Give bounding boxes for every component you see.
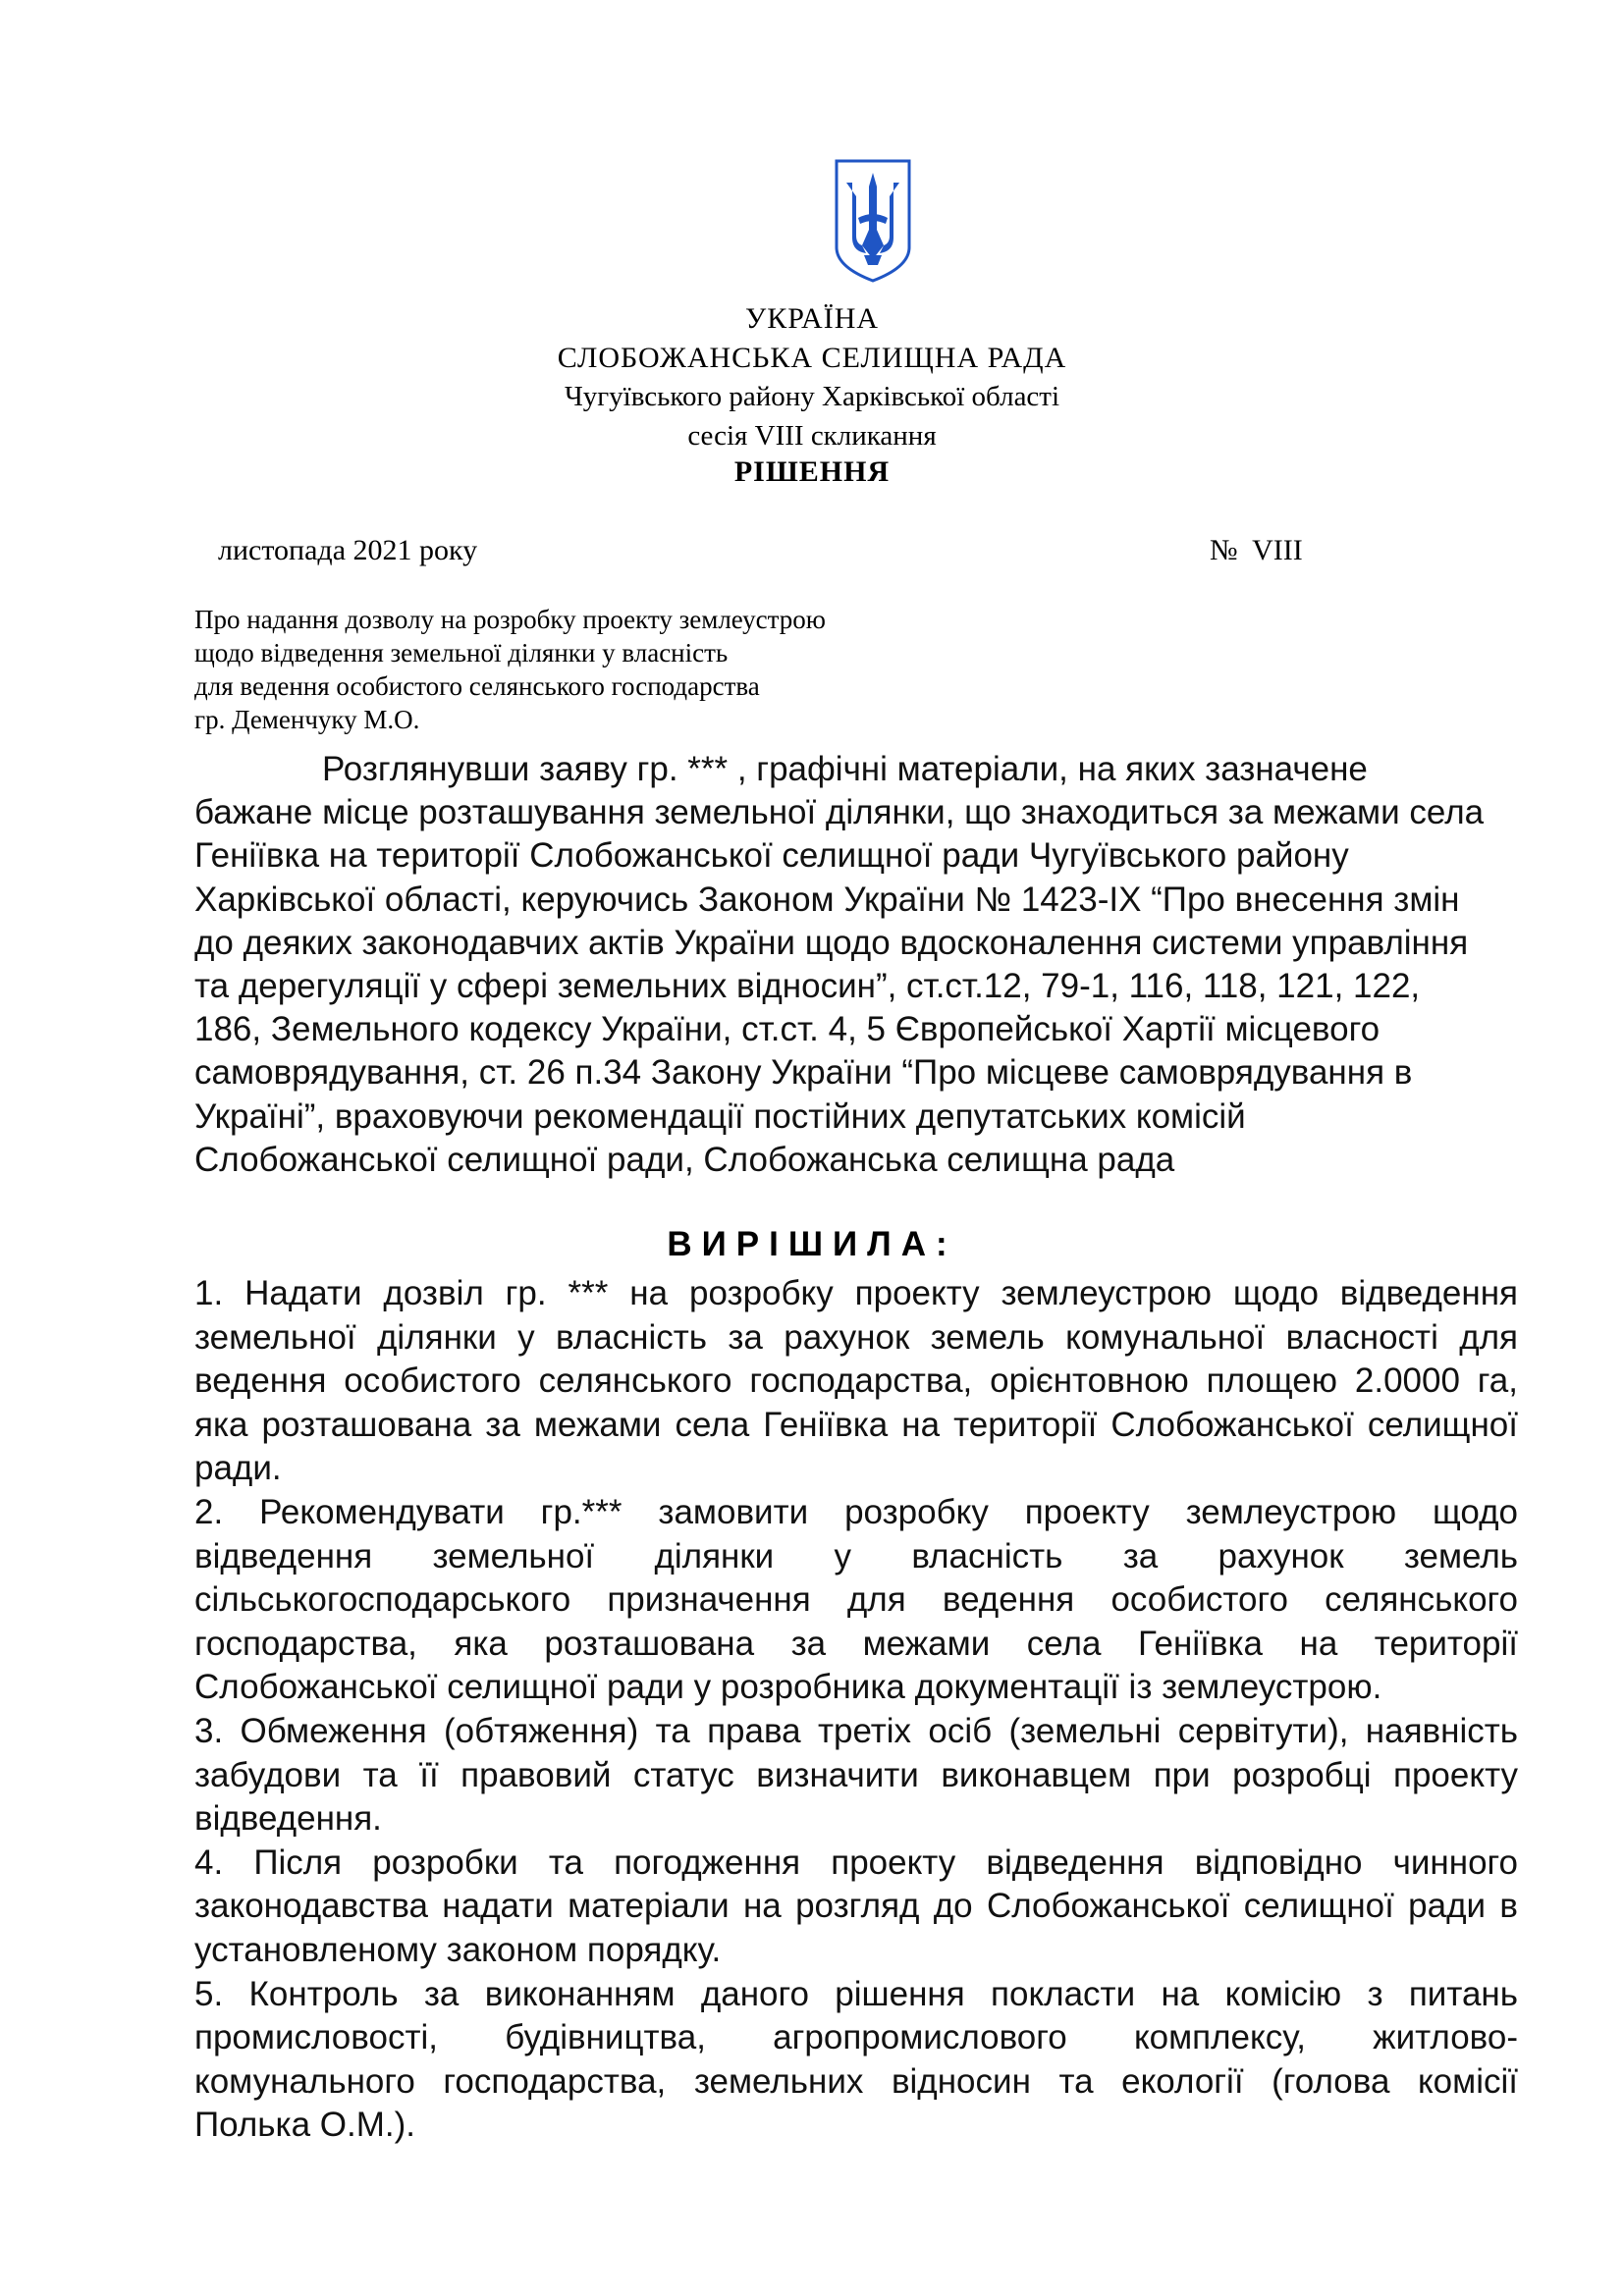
item-line: 1. Надати дозвіл гр. *** на розробку проекту землеустрою щодо відведення <box>194 1274 1518 1312</box>
item-line: відведення. <box>194 1799 382 1839</box>
preamble-line: Україні”, враховуючи рекомендації постійних депутатських комісій <box>194 1096 1246 1136</box>
decision-item-3 <box>194 1710 1518 1842</box>
preamble-line: Слобожанської селищної ради, Слобожанська селищна рада <box>194 1140 1175 1179</box>
district-heading: Чугуївського району Харківської області <box>564 381 1060 412</box>
preamble <box>194 748 1518 1182</box>
preamble-line: 186, Земельного кодексу України, ст.ст. 4, 5 Європейської Хартії місцевого <box>194 1010 1380 1049</box>
subject-line: щодо відведення земельної ділянки у власність <box>194 638 729 667</box>
item-line: 5. Контроль за виконанням даного рішення покласти на комісію з питань <box>194 1974 1518 2013</box>
item-line: яка розташована за межами села Генiївка на території Слобожанської селищної <box>194 1405 1518 1444</box>
preamble-line: Харківської області, керуючись Законом України № 1423-ІХ “Про внесення змін <box>194 880 1460 919</box>
subject-line: гр. Деменчуку М.О. <box>194 705 420 734</box>
item-line: відведення земельної ділянки у власність за рахунок земель <box>194 1536 1518 1575</box>
item-line: забудови та її правовий статус визначити виконавцем при розробці проекту <box>194 1755 1518 1794</box>
decided-heading: ВИРІШИЛА: <box>667 1225 957 1263</box>
item-line: промисловості, будівництва, агропромислового комплексу, житлово- <box>194 2018 1518 2057</box>
preamble-line: самоврядування, ст. 26 п.34 Закону України “Про місцеве самоврядування в <box>194 1053 1413 1093</box>
country-heading: УКРАЇНА <box>744 302 880 335</box>
item-line: сільськогосподарського призначення для ведення особистого селянського <box>194 1580 1518 1620</box>
decision-item-4 <box>194 1842 1518 1973</box>
decision-date: листопада 2021 року <box>218 534 478 566</box>
decision-item-1 <box>194 1272 1518 1491</box>
preamble-line: Розглянувши заяву гр. *** , графічні матеріали, на яких зазначене <box>322 750 1368 788</box>
decision-item-5 <box>194 1973 1518 2148</box>
preamble-line: та дерегуляції у сфері земельних відносин”, ст.ст.12, 79-1, 116, 118, 121, 122, <box>194 966 1421 1005</box>
preamble-line: Генiївка на території Слобожанської селищної ради Чугуївського району <box>194 836 1349 876</box>
council-heading: СЛОБОЖАНСЬКА СЕЛИЩНА РАДА <box>557 342 1067 374</box>
document-type-heading: РІШЕННЯ <box>733 455 891 488</box>
decision-items <box>194 1272 1518 2148</box>
item-line: 4. Після розробки та погодження проекту відведення відповідно чинного <box>194 1842 1518 1882</box>
decision-subject <box>194 603 826 736</box>
coat-of-arms-icon <box>833 157 913 285</box>
decision-number: № VIII <box>1210 534 1303 566</box>
subject-line: Про надання дозволу на розробку проекту землеустрою <box>194 605 826 634</box>
decision-item-2 <box>194 1491 1518 1710</box>
item-line: ради. <box>194 1449 282 1488</box>
preamble-line: бажане місце розташування земельної ділянки, що знаходиться за межами села <box>194 793 1485 832</box>
item-line: господарства, яка розташована за межами села Генiївка на території <box>194 1624 1518 1663</box>
item-line: земельної ділянки у власність за рахунок земель комунальної власності для <box>194 1317 1518 1357</box>
item-line: законодавства надати матеріали на розгляд до Слобожанської селищної ради в <box>194 1887 1518 1926</box>
subject-line: для ведення особистого селянського господарства <box>194 671 760 701</box>
session-heading: сесія VIII скликання <box>687 420 937 452</box>
preamble-line: до деяких законодавчих актів України щодо вдосконалення системи управління <box>194 923 1469 962</box>
item-line: ведення особистого селянського господарства, орієнтовною площею 2.0000 га, <box>194 1362 1518 1401</box>
item-line: Слобожанської селищної ради у розробника документації із землеустрою. <box>194 1668 1382 1707</box>
item-line: Полька О.М.). <box>194 2106 415 2145</box>
item-line: установленому законом порядку. <box>194 1930 722 1969</box>
item-line: 3. Обмеження (обтяження) та права третіх осіб (земельні сервітути), наявність <box>194 1711 1518 1750</box>
item-line: 2. Рекомендувати гр.*** замовити розробку проекту землеустрою щодо <box>194 1492 1518 1531</box>
item-line: комунального господарства, земельних відносин та екології (голова комісії <box>194 2061 1518 2101</box>
